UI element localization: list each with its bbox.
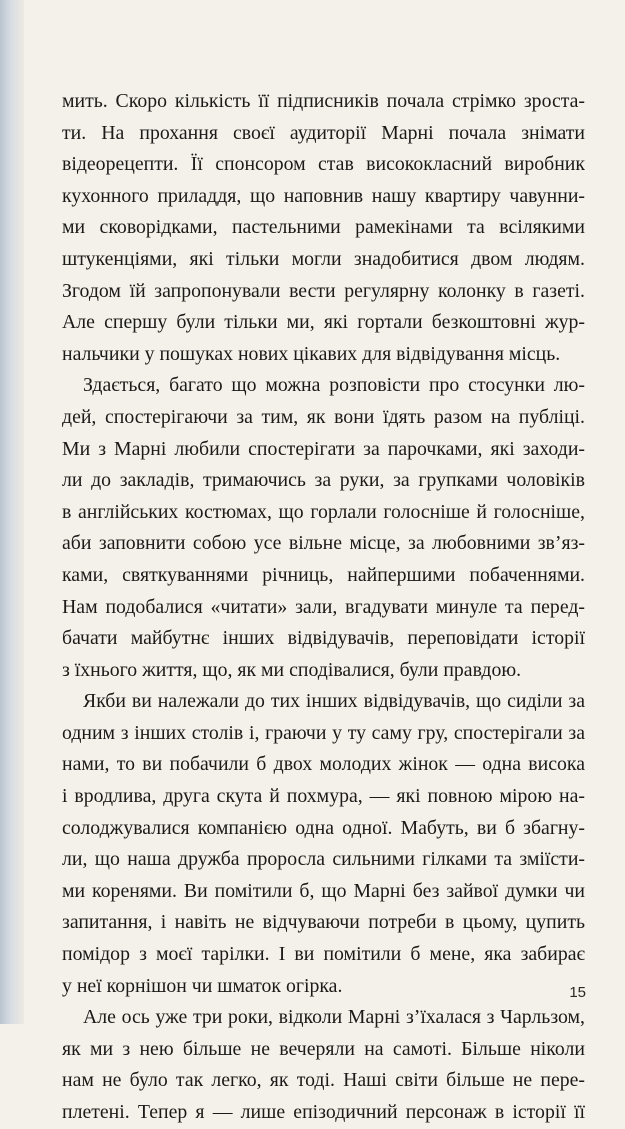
text-line: як ми з нею більше не вечеряли на самоті. Більше ніколи <box>62 1037 585 1060</box>
text-line: нам не було так легко, як тоді. Наші світи більше не пере- <box>62 1069 585 1092</box>
body-text <box>62 86 585 1129</box>
text-line: Нам подобалися «читати» зали, вгадувати минуле та перед- <box>62 595 585 618</box>
text-line: плетені. Тепер я — лише епізодичний персонаж в історії її <box>62 1101 585 1123</box>
text-line: бачати майбутнє інших відвідувачів, переповідати історії <box>62 627 585 650</box>
text-line: Але ось уже три роки, відколи Марні з’їхалася з Чарльзом, <box>83 1006 585 1029</box>
text-line: з їхнього життя, що, як ми сподівалися, були правдою. <box>62 658 522 681</box>
text-line: Але спершу були тільки ми, які гортали безкоштовні жур- <box>62 311 585 334</box>
text-line: відеорецепти. Її спонсором став висококласний виробник <box>62 153 585 176</box>
text-line: ти. На прохання своєї аудиторії Марні почала знімати <box>62 121 585 144</box>
page-gutter-shadow <box>0 0 24 1024</box>
text-line: Здається, багато що можна розповісти про стосунки лю- <box>83 374 585 397</box>
text-line: ками, святкуваннями річниць, найпершими побаченнями. <box>62 563 585 586</box>
paragraph-2 <box>62 370 585 686</box>
text-line: мить. Скоро кількість її підписників почала стрімко зроста- <box>62 90 585 112</box>
paragraph-1 <box>62 86 585 370</box>
text-line: одним з інших столів і, граючи у ту саму гру, спостерігали за <box>62 721 585 744</box>
text-line: ми сковорідками, пастельними рамекінами та всілякими <box>62 216 585 239</box>
paragraph-4 <box>62 1002 585 1128</box>
text-line: нами, то ви побачили б двох молодих жінок — одна висока <box>62 753 585 776</box>
text-line: помідор з моєї тарілки. І ви помітили б мене, яка забирає <box>62 943 585 966</box>
text-line: в англійських костюмах, що горлали голосніше й голосніше, <box>62 500 585 523</box>
text-line: аби заповнити собою усе вільне місце, за любовними зв’яз- <box>62 532 585 555</box>
text-line: дей, спостерігаючи за тим, як вони їдять разом на публіці. <box>62 405 585 428</box>
text-line: Ми з Марні любили спостерігати за парочками, які заходи- <box>62 437 585 460</box>
text-line: запитання, і навіть не відчуваючи потреби в цьому, цупить <box>62 911 585 934</box>
text-line: ми коренями. Ви помітили б, що Марні без зайвої думки чи <box>62 879 585 902</box>
text-line: у неї корнішон чи шматок огірка. <box>62 974 343 997</box>
text-line: штукенціями, які тільки могли знадобитися двом людям. <box>62 247 585 270</box>
page-number: 15 <box>569 984 586 1001</box>
text-line: ли до закладів, тримаючись за руки, за групками чоловіків <box>62 469 585 492</box>
text-line: Згодом їй запропонували вести регулярну колонку в газеті. <box>62 279 585 302</box>
paragraph-3 <box>62 686 585 1002</box>
text-line: солоджувалися компанією одна одної. Мабуть, ви б збагну- <box>62 816 585 839</box>
text-line: нальчики у пошуках нових цікавих для відвідування місць. <box>62 342 561 365</box>
text-line: ли, що наша дружба проросла сильними гілками та зміїсти- <box>62 848 585 871</box>
text-line: кухонного приладдя, що наповнив нашу квартиру чавунни- <box>62 184 585 207</box>
text-line: Якби ви належали до тих інших відвідувачів, що сиділи за <box>83 690 585 713</box>
text-line: і вродлива, друга скута й похмура, — які повною мірою на- <box>62 785 585 808</box>
